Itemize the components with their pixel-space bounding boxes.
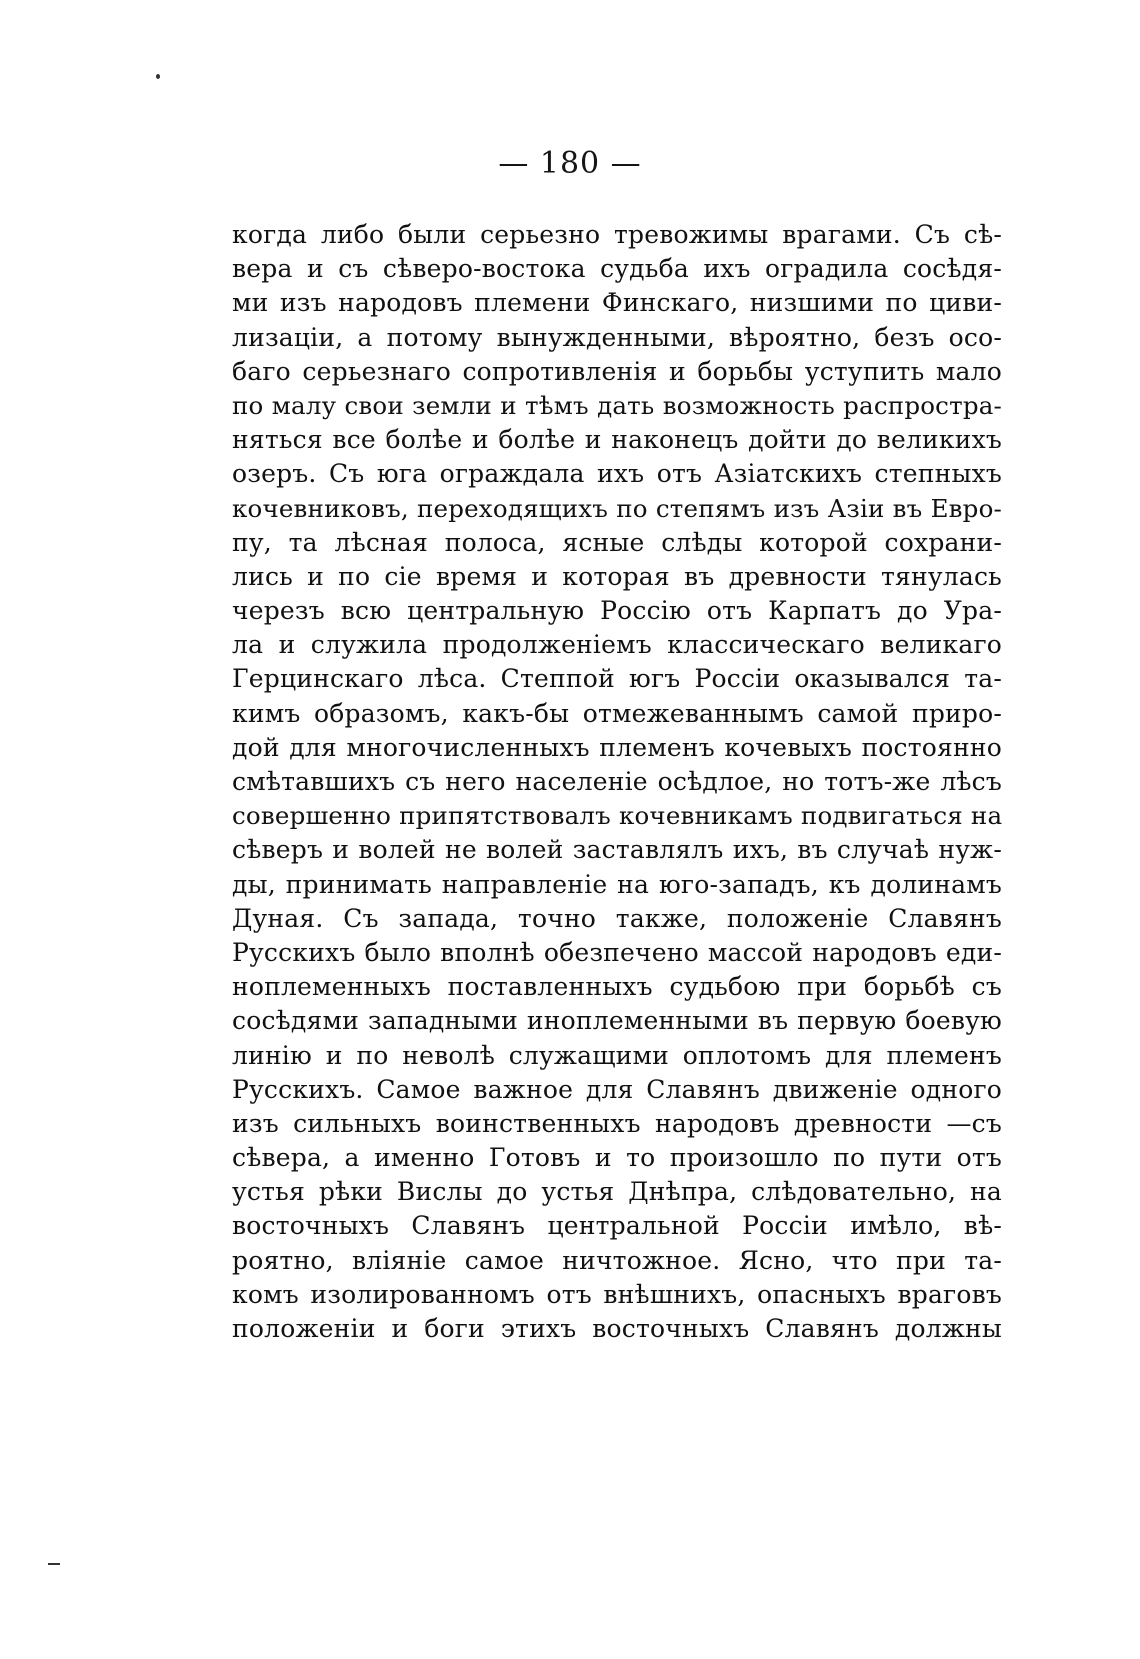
text-line: устья рѣки Вислы до устья Днѣпра, слѣдовательно, на bbox=[232, 1177, 1002, 1207]
text-line: восточныхъ Славянъ центральной Россіи имѣло, вѣ- bbox=[232, 1211, 1002, 1241]
text-line: Русскихъ было вполнѣ обезпечено массой народовъ еди- bbox=[232, 937, 1002, 967]
page-number: — 180 — bbox=[498, 146, 642, 181]
text-line: линію и по неволѣ служащими оплотомъ для племенъ bbox=[232, 1040, 1002, 1070]
text-line: Дуная. Съ запада, точно также, положеніе Славянъ bbox=[232, 903, 1002, 933]
text-line: по малу свои земли и тѣмъ дать возможность распростра- bbox=[232, 390, 1002, 420]
text-line: Русскихъ. Самое важное для Славянъ движеніе одного bbox=[232, 1074, 1002, 1104]
text-line: сѣверъ и волей не волей заставлялъ ихъ, въ случаѣ нуж- bbox=[232, 835, 1002, 865]
print-speck bbox=[48, 1563, 60, 1565]
text-line: пу, та лѣсная полоса, ясные слѣды которой сохрани- bbox=[232, 527, 1002, 557]
text-line: дой для многочисленныхъ племенъ кочевыхъ постоянно bbox=[232, 732, 1002, 762]
text-line: лизаціи, а потому вынужденными, вѣроятно, безъ осо- bbox=[232, 322, 1002, 352]
text-line: сосѣдями западными иноплеменными въ первую боевую bbox=[232, 1006, 1002, 1036]
text-line: Герцинскаго лѣса. Степпой югъ Россіи оказывался та- bbox=[232, 664, 1002, 694]
text-line: когда либо были серьезно тревожимы врагами. Съ сѣ- bbox=[232, 220, 1002, 249]
text-line: лись и по сіе время и которая въ древности тянулась bbox=[232, 561, 1002, 591]
text-line: совершенно припятствовалъ кочевникамъ подвигаться на bbox=[232, 801, 1002, 831]
text-line: ноплеменныхъ поставленныхъ судьбою при борьбѣ съ bbox=[232, 972, 1002, 1002]
text-line: роятно, вліяніе самое ничтожное. Ясно, что при та- bbox=[232, 1245, 1002, 1275]
text-line: кочевниковъ, переходящихъ по степямъ изъ Азіи въ Евро- bbox=[232, 493, 1002, 523]
text-line: ла и служила продолженіемъ классическаго великаго bbox=[232, 630, 1002, 660]
body-text bbox=[232, 218, 1002, 1346]
text-line: баго серьезнаго сопротивленія и борьбы уступить мало bbox=[232, 356, 1002, 386]
text-line: изъ сильныхъ воинственныхъ народовъ древности —съ bbox=[232, 1108, 1002, 1138]
text-line: положеніи и боги этихъ восточныхъ Славянъ должны bbox=[232, 1314, 1002, 1343]
text-line: озеръ. Съ юга ограждала ихъ отъ Азіатскихъ степныхъ bbox=[232, 459, 1002, 489]
text-line: комъ изолированномъ отъ внѣшнихъ, опасныхъ враговъ bbox=[232, 1279, 1002, 1309]
text-line: черезъ всю центральную Россію отъ Карпатъ до Ура- bbox=[232, 596, 1002, 626]
text-line: ды, принимать направленіе на юго-западъ, къ долинамъ bbox=[232, 869, 1002, 899]
text-line: няться все болѣе и болѣе и наконецъ дойти до великихъ bbox=[232, 425, 1002, 455]
text-line: ми изъ народовъ племени Финскаго, низшими по циви- bbox=[232, 288, 1002, 318]
print-speck bbox=[156, 74, 160, 79]
text-line: сѣвера, а именно Готовъ и то произошло по пути отъ bbox=[232, 1143, 1002, 1173]
text-line: кимъ образомъ, какъ-бы отмежеваннымъ самой приро- bbox=[232, 698, 1002, 728]
text-line: смѣтавшихъ съ него населеніе осѣдлое, но тотъ-же лѣсъ bbox=[232, 767, 1002, 796]
text-line: вера и съ сѣверо-востока судьба ихъ оградила сосѣдя- bbox=[232, 254, 1002, 284]
